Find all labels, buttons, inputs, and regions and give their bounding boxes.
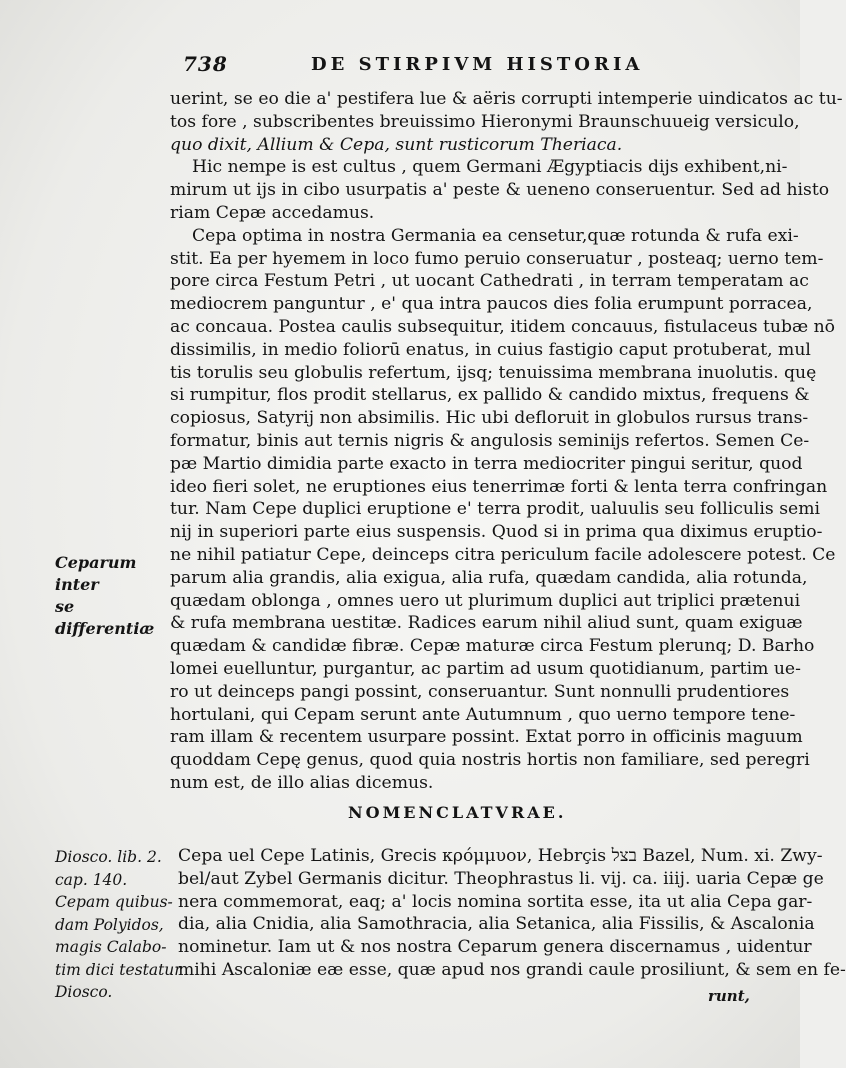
- margin-note-line: dam Polyidos,: [55, 915, 164, 934]
- text-line: hortulani, qui Cepam serunt ante Autumnum , quo uerno tempore tene-: [170, 704, 796, 725]
- text-line: tos fore , subscribentes breuissimo Hieronymi Braunschuueig versiculo,: [170, 111, 800, 132]
- paragraph-3: [170, 225, 836, 795]
- text-line: Cepa optima in nostra Germania ea censetur,quæ rotunda & rufa exi-: [192, 225, 799, 246]
- text-line: mirum ut ijs in cibo usurpatis a' peste & ueneno conseruentur. Sed ad histo: [170, 180, 830, 201]
- text-line: num est, de illo alias dicemus.: [170, 772, 434, 793]
- margin-note-line: cap. 140.: [55, 870, 128, 889]
- text-line: tis torulis seu globulis refertum, ijsq; tenuissima membrana inuolutis. quę: [170, 362, 817, 383]
- text-line: si rumpitur, flos prodit stellarus, ex pallido & candido mixtus, frequens &: [170, 385, 810, 406]
- text-line: ram illam & recentem usurpare possint. Extat porro in officinis maguum: [170, 727, 803, 748]
- text-line: quædam oblonga , omnes uero ut plurimum duplici aut triplici prætenui: [170, 590, 801, 611]
- nomenclature-text-block: [178, 845, 846, 982]
- text-line-verse: quo dixit, Allium & Cepa, sunt rusticorum Theriaca.: [170, 134, 623, 155]
- margin-note-line: magis Calabo-: [55, 938, 167, 956]
- text-line: parum alia grandis, alia exigua, alia rufa, quædam candida, alia rotunda,: [170, 567, 808, 588]
- text-line: pore circa Festum Petri , ut uocant Cathedrati , in terram temperatam ac: [170, 271, 809, 292]
- text-line: ac concaua. Postea caulis subsequitur, itidem concauus, fistulaceus tubæ nō: [170, 316, 836, 337]
- paragraph-2: [170, 156, 830, 224]
- text-line: mihi Ascaloniæ eæ esse, quæ apud nos grandi caule prosiliunt, & sem en fe-: [178, 959, 846, 980]
- text-line: copiosus, Satyrij non absimilis. Hic ubi defloruit in globulos rursus trans-: [170, 408, 809, 429]
- margin-note-differences: [55, 552, 165, 640]
- margin-note-line: se differentiæ: [55, 597, 155, 638]
- text-line: riam Cepæ accedamus.: [170, 202, 375, 223]
- text-line: nominetur. Iam ut & nos nostra Ceparum genera discernamus , uidentur: [178, 937, 812, 958]
- margin-note-line: Cepam quibus-: [55, 893, 173, 911]
- catchword: runt,: [708, 987, 750, 1005]
- margin-note-line: tim dici testatur: [55, 960, 182, 979]
- folio-number: 738: [183, 52, 228, 76]
- text-line: Hic nempe is est cultus , quem Germani Ægyptiacis dijs exhibent,ni-: [192, 157, 788, 178]
- margin-note-dioscorides: [55, 846, 182, 1004]
- text-line: & rufa membrana uestitæ. Radices earum nihil aliud sunt, quam exiguæ: [170, 613, 803, 634]
- section-heading: NOMENCLATVRAE.: [348, 803, 567, 822]
- text-line: ideo fieri solet, ne eruptiones eius tenerrimæ forti & lenta terra confringan: [170, 476, 828, 497]
- paragraph-1: [170, 88, 843, 156]
- text-line: formatur, binis aut ternis nigris & angulosis seminijs refertos. Semen Ce-: [170, 430, 810, 451]
- margin-note-line: Ceparum inter: [55, 553, 137, 594]
- text-line: pæ Martio dimidia parte exacto in terra mediocriter pingui seritur, quod: [170, 453, 803, 474]
- text-line: ne nihil patiatur Cepe, deinceps citra periculum facile adolescere potest. Ce: [170, 544, 836, 565]
- text-line: ro ut deinceps pangi possint, conseruantur. Sunt nonnulli prudentiores: [170, 681, 790, 702]
- margin-note-line: Diosco. lib. 2.: [55, 848, 162, 866]
- text-line: Cepa uel Cepe Latinis, Grecis κρόμμυον, Hebrçis בצל Bazel, Num. xi. Zwy-: [178, 846, 823, 866]
- text-line: nij in superiori parte eius suspensis. Quod si in prima qua diximus eruptio-: [170, 522, 823, 543]
- margin-note-line: Diosco.: [55, 983, 113, 1001]
- text-line: stit. Ea per hyemem in loco fumo peruio conseruatur , posteaq; uerno tem-: [170, 248, 824, 269]
- text-line: dissimilis, in medio foliorū enatus, in cuius fastigio caput protuberat, mul: [170, 339, 811, 360]
- text-line: bel/aut Zybel Germanis dicitur. Theophrastus li. vij. ca. iiij. uaria Cepæ ge: [178, 868, 824, 889]
- text-line: dia, alia Cnidia, alia Samothracia, alia Setanica, alia Fissilis, & Ascalonia: [178, 914, 815, 935]
- text-line: quædam & candidæ fibræ. Cepæ maturæ circa Festum plerunq; D. Barho: [170, 636, 815, 657]
- text-line: nera commemorat, eaq; a' locis nomina sortita esse, ita ut alia Cepa gar-: [178, 891, 813, 912]
- text-line: mediocrem panguntur , e' qua intra paucos dies folia erumpunt porracea,: [170, 294, 813, 315]
- text-line: quoddam Cepę genus, quod quia nostris hortis non familiare, sed peregri: [170, 750, 810, 771]
- text-line: uerint, se eo die a' pestifera lue & aëris corrupti intemperie uindicatos ac tu-: [170, 89, 843, 109]
- text-line: tur. Nam Cepe duplici eruptione e' terra prodit, ualuulis seu folliculis semi: [170, 499, 821, 520]
- running-title: DE STIRPIVM HISTORIA: [311, 54, 644, 75]
- main-text-block: [170, 88, 843, 795]
- page-header: [183, 52, 703, 82]
- text-line: lomei euelluntur, purgantur, ac partim ad usum quotidianum, partim ue-: [170, 658, 801, 679]
